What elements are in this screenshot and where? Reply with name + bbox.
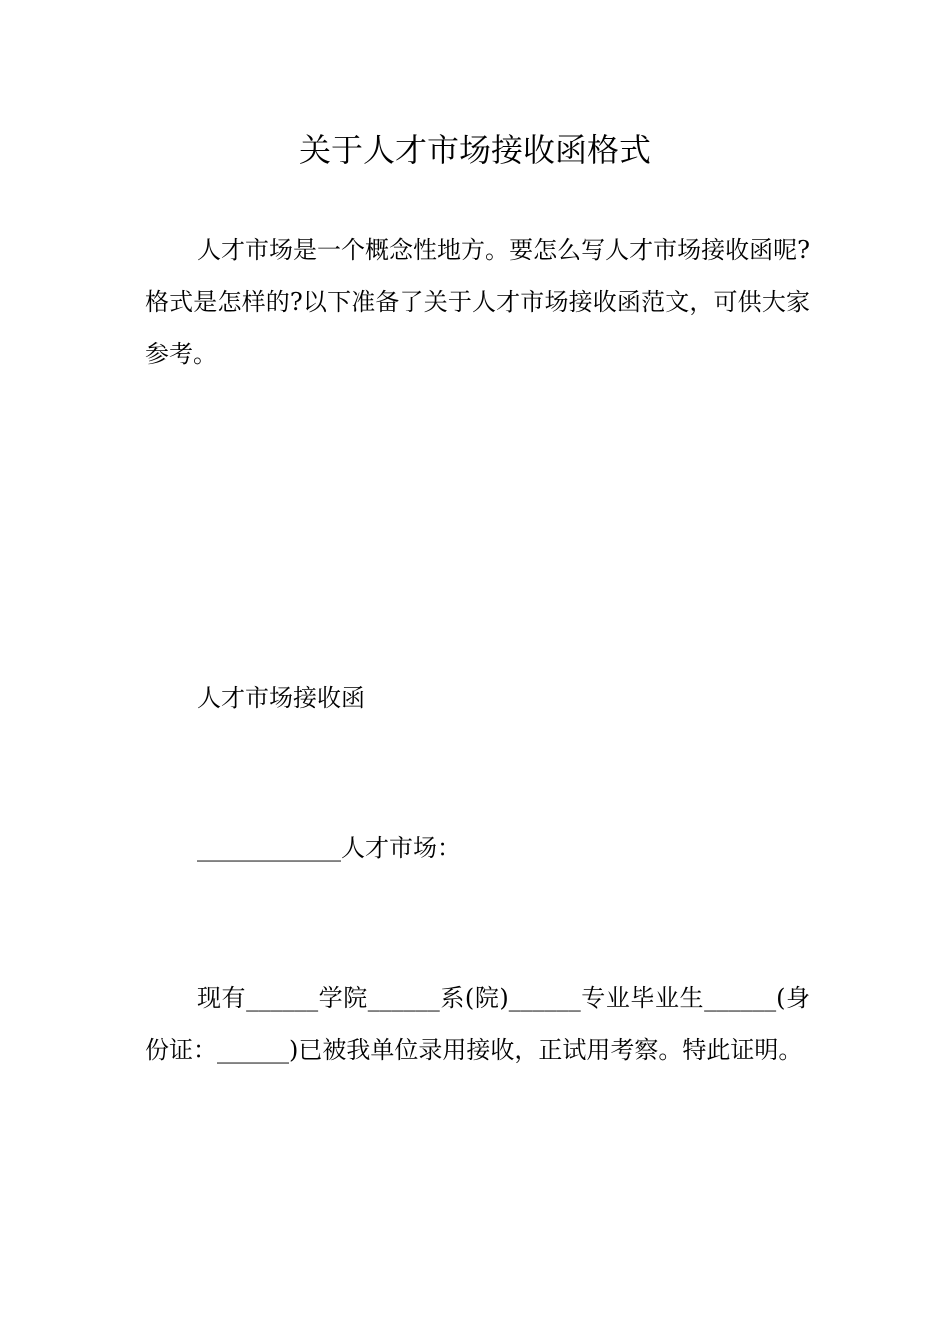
letter-heading: 人才市场接收函 bbox=[197, 684, 365, 712]
document-title: 关于人才市场接收函格式 bbox=[298, 131, 651, 169]
recipient-line: ____________人才市场： bbox=[197, 834, 461, 862]
intro-paragraph: 人才市场是一个概念性地方。要怎么写人才市场接收函呢?格式是怎样的?以下准备了关于人才市场接收函范文，可供大家参考。 bbox=[145, 236, 810, 368]
letter-body: 现有______学院______系(院)______专业毕业生______(身份证：______)已被我单位录用接收，正试用考察。特此证明。 bbox=[145, 984, 810, 1064]
